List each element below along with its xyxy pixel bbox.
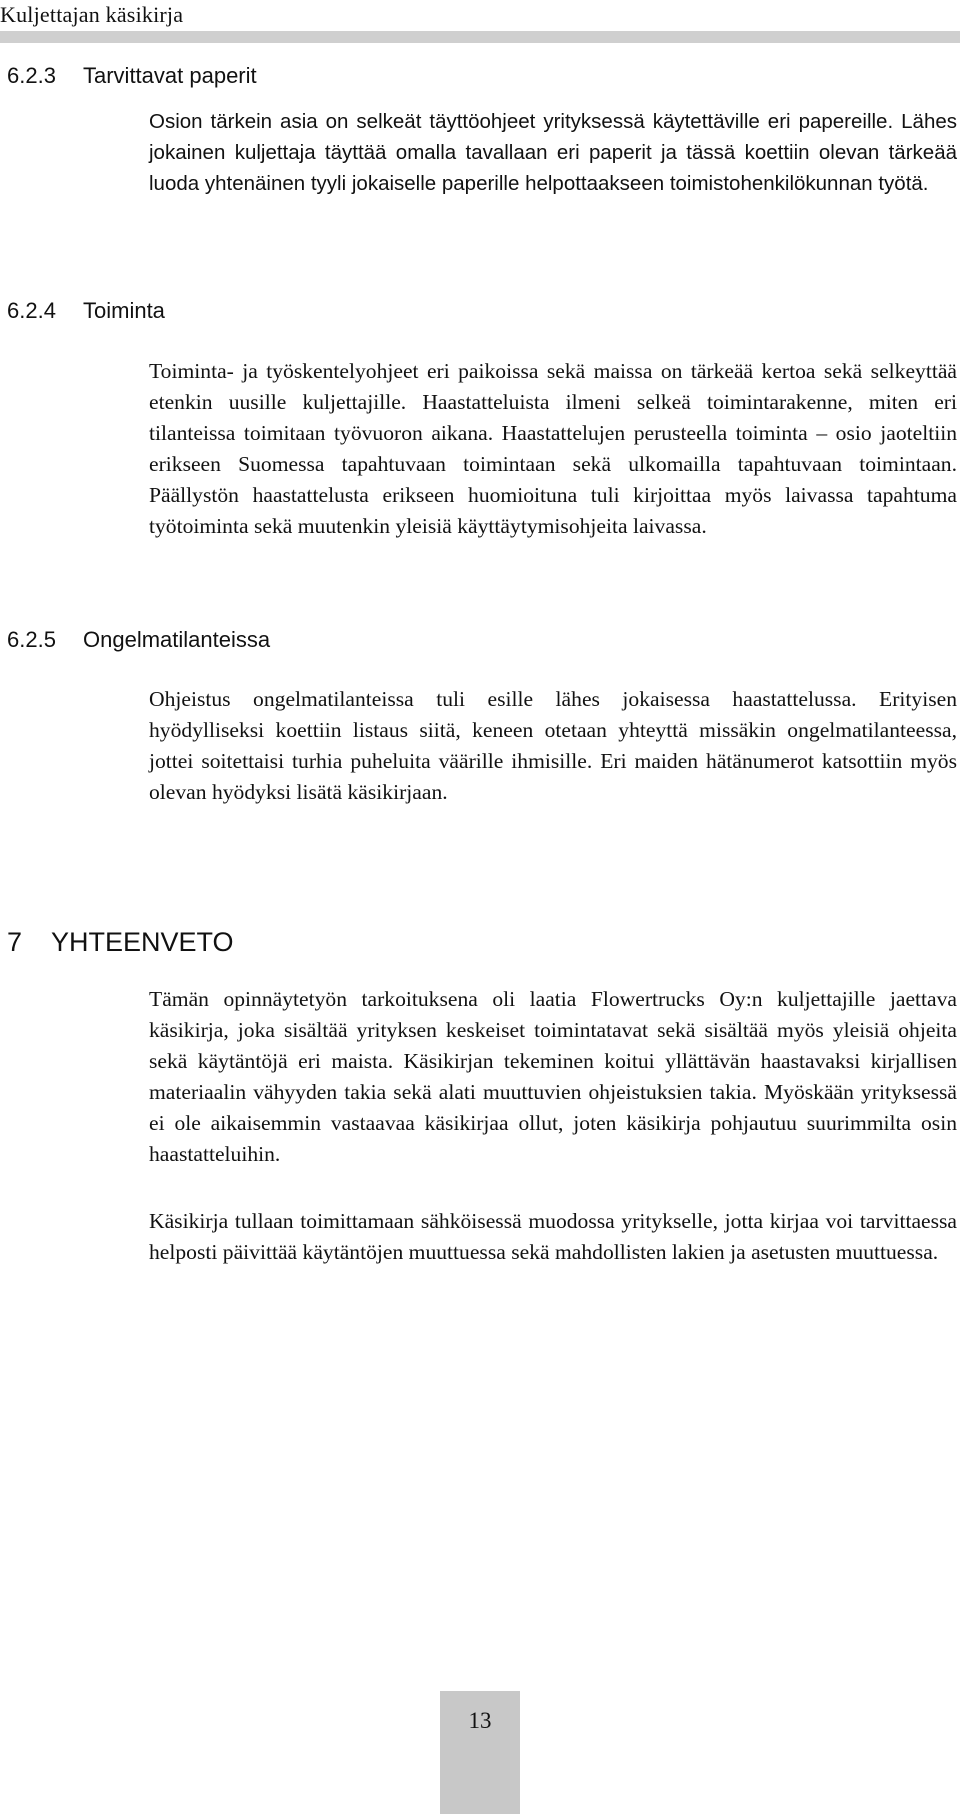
section-heading-6-2-4 [7, 297, 165, 325]
header-rule [0, 31, 960, 43]
section-heading-6-2-5 [7, 626, 270, 654]
paragraph-yhteenveto-2: Käsikirja tullaan toimittamaan sähköisessä muodossa yritykselle, jotta kirjaa voi tarvittaessa helposti päivittää käytäntöjen muuttuessa sekä mahdollisten lakien ja asetusten muuttuessa. [149, 1209, 957, 1264]
paragraph-ongelmatilanteissa: Ohjeistus ongelmatilanteissa tuli esille lähes jokaisessa haastattelussa. Erityisen hyödylliseksi koettiin listaus siitä, keneen otetaan yhteyttä missäkin ongelmatilanteessa, jottei soitettaisi turhia puheluita väärille ihmisille. Eri maiden hätänumerot katsottiin myös olevan hyödyksi lisätä käsikirjaan. [149, 687, 957, 804]
section-heading-6-2-3 [7, 62, 257, 90]
section-title: Toiminta [83, 298, 165, 323]
section-number: 6.2.3 [7, 63, 56, 88]
section-number: 6.2.4 [7, 298, 56, 323]
paragraph-toiminta: Toiminta- ja työskentelyohjeet eri paikoissa sekä maissa on tärkeää kertoa sekä selkeyttää etenkin uusille kuljettajille. Haastatteluista ilmeni selkeä toimintarakenne, miten eri tilanteissa toimitaan työvuoron aikana. Haastattelujen perusteella toiminta – osio jaoteltiin erikseen Suomessa tapahtuvaan toimintaan sekä ulkomailla tapahtuvaan toimintaan. Päällystön haastattelusta erikseen huomioituna tuli kirjoittaa myös laivassa tapahtuma työtoiminta sekä muutenkin yleisiä käyttäytymisohjeita laivassa. [149, 359, 957, 538]
chapter-heading-7 [7, 926, 234, 958]
paragraph-yhteenveto-1: Tämän opinnäytetyön tarkoituksena oli laatia Flowertrucks Oy:n kuljettajille jaettava käsikirja, joka sisältää yrityksen keskeiset toimintatavat sekä sisältää myös yleisiä ohjeita sekä käytäntöjä eri maista. Käsikirjan tekeminen koitui yllättävän haastavaksi kirjallisen materiaalin vähyyden takia sekä alati muuttuvien ohjeistuksien takia. Myöskään yrityksessä ei ole aikaisemmin vastaavaa käsikirjaa ollut, joten käsikirja pohjautuu suurimmilta osin haastatteluihin. [149, 987, 957, 1166]
paragraph-tarvittavat-paperit: Osion tärkein asia on selkeät täyttöohjeet yrityksessä käytettäville eri papereille. Lähes jokainen kuljettaja täyttää omalla tavallaan eri paperit ja tässä koettiin olevan tärkeää luoda yhtenäinen tyyli jokaiselle paperille helpottaakseen toimistohenkilökunnan työtä. [149, 110, 957, 195]
section-title: Tarvittavat paperit [83, 63, 257, 88]
running-header-title: Kuljettajan käsikirja [0, 2, 184, 27]
page-number-box [440, 1691, 520, 1814]
chapter-number: 7 [7, 927, 23, 957]
section-title: Ongelmatilanteissa [83, 627, 271, 652]
chapter-title: YHTEENVETO [51, 927, 234, 957]
page-number: 13 [468, 1708, 492, 1733]
section-number: 6.2.5 [7, 627, 56, 652]
